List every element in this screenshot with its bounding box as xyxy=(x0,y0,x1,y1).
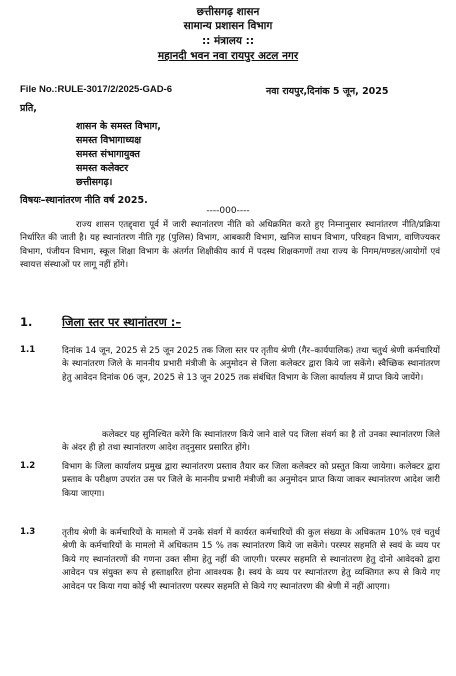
section-number: 1. xyxy=(20,315,33,329)
header-government: छत्तीसगढ़ शासन xyxy=(196,6,260,18)
file-number: File No.:RULE-3017/2/2025-GAD-6 xyxy=(20,84,173,95)
addressee-line: समस्त संभागायुक्त xyxy=(76,149,140,160)
item-paragraph: तृतीय श्रेणी के कर्मचारियों के मामलो में उनके संवर्ग में कार्यरत कर्मचारियों की कुल संख्या के अधिकतम 10% एवं चतुर्थ श्रेणी के कर्मचारियों के मामलो में अधिकतम 15 % तक स्थानांतरण किये जा सकेंगे। परस्पर सहमति से स्वयं के व्यय पर किये गए स्थानांतरणों की गणना उक्त सीमा हेतु नहीं की जाएगी। परस्पर सहमति से स्थानांतरण हेतु दोनो आवेदको द्वारा आवेदन पत्र संयुक्त रूप से हस्ताक्षरित होना आवश्यक है। स्वयं के व्यय पर स्थानांतरण हेतु व्यक्तिगत रूप से किये गए आवेदन पर किया गया कोई भी स्थानांतरण परस्पर सहमति से किये गए स्थानांतरण की श्रेणी में नहीं आएगा। xyxy=(62,528,440,592)
issue-date: नवा रायपुर,दिनांक 5 जून, 2025 xyxy=(266,86,389,97)
item-number: 1.2 xyxy=(20,461,36,471)
item-number: 1.3 xyxy=(20,527,36,537)
section-title: जिला स्तर पर स्थानांतरण :– xyxy=(62,315,182,329)
item-number: 1.1 xyxy=(20,345,36,355)
addressee-line: छत्तीसगढ़। xyxy=(76,177,113,188)
intro-paragraph: राज्य शासन एतद्द्वारा पूर्व में जारी स्थानांतरण नीति को अधिक्रमित करते हुए निम्नानुसार स्थानांतरण नीति/प्रक्रिया निर्धारित की जाती है। यह स्थानांतरण नीति गृह (पुलिस) विभाग, आबकारी विभाग, खनिज साधन विभाग, परिवहन विभाग, वाणिज्यकर विभाग, पंजीयन विभाग, स्कूल शिक्षा विभाग के अंतर्गत शिक्षीकीय कार्य में पदस्थ शिक्षकगणों तथा राज्य के निगम/मण्डल/आयोगों एवं स्वायत्त संस्थाओं पर लागू नहीं होंगे। xyxy=(20,220,440,271)
subject-line: विषयः–स्थानांतरण नीति वर्ष 2025. xyxy=(20,195,148,206)
separator: ----000---- xyxy=(206,206,250,216)
addressee-line: समस्त कलेक्टर xyxy=(76,163,129,174)
item-paragraph: कलेक्टर यह सुनिश्चित करेंगे कि स्थानांतरण किये जाने वाले पद जिला संवर्ग का है तो उनका स्थानांतरण जिले के अंदर ही हो तथा स्थानांतरण आदेश तद्नुसार प्रसारित होंगे। xyxy=(62,430,440,454)
addressee-line: शासन के समस्त विभाग, xyxy=(76,121,161,132)
header-department: सामान्य प्रशासन विभाग xyxy=(183,20,273,32)
header-address: महानदी भवन नवा रायपुर अटल नगर xyxy=(157,50,299,62)
addressee-line: समस्त विभागाध्यक्ष xyxy=(76,135,142,146)
item-paragraph: दिनांक 14 जून, 2025 से 25 जून 2025 तक जिला स्तर पर तृतीय श्रेणी (गैर–कार्यपालिक) तथा चतुर्थ श्रेणी कर्मचारियों के स्थानांतरण जिले के माननीय प्रभारी मंत्रीजी के अनुमोदन से जिला कलेक्टर द्वारा किये जा सकेंगे। स्वैच्छिक स्थानांतरण हेतु आवेदन दिनांक 06 जून, 2025 से 13 जून 2025 तक संबंधित विभाग के जिला कार्यालय में प्राप्त किये जायेंगे। xyxy=(62,346,440,383)
salutation: प्रति, xyxy=(20,103,37,114)
item-paragraph: विभाग के जिला कार्यालय प्रमुख द्वारा स्थानांतरण प्रस्ताव तैयार कर जिला कलेक्टर को प्रस्तुत किया जायेगा। कलेक्टर द्वारा प्रस्ताव के परीक्षण उपरांत उस पर जिले के माननीय प्रभारी मंत्रीजी का अनुमोदन प्राप्त किया जाकर स्थानांतरण आदेश जारी किया जाएगा। xyxy=(62,462,440,499)
header-ministry: :: मंत्रालय :: xyxy=(201,35,255,47)
